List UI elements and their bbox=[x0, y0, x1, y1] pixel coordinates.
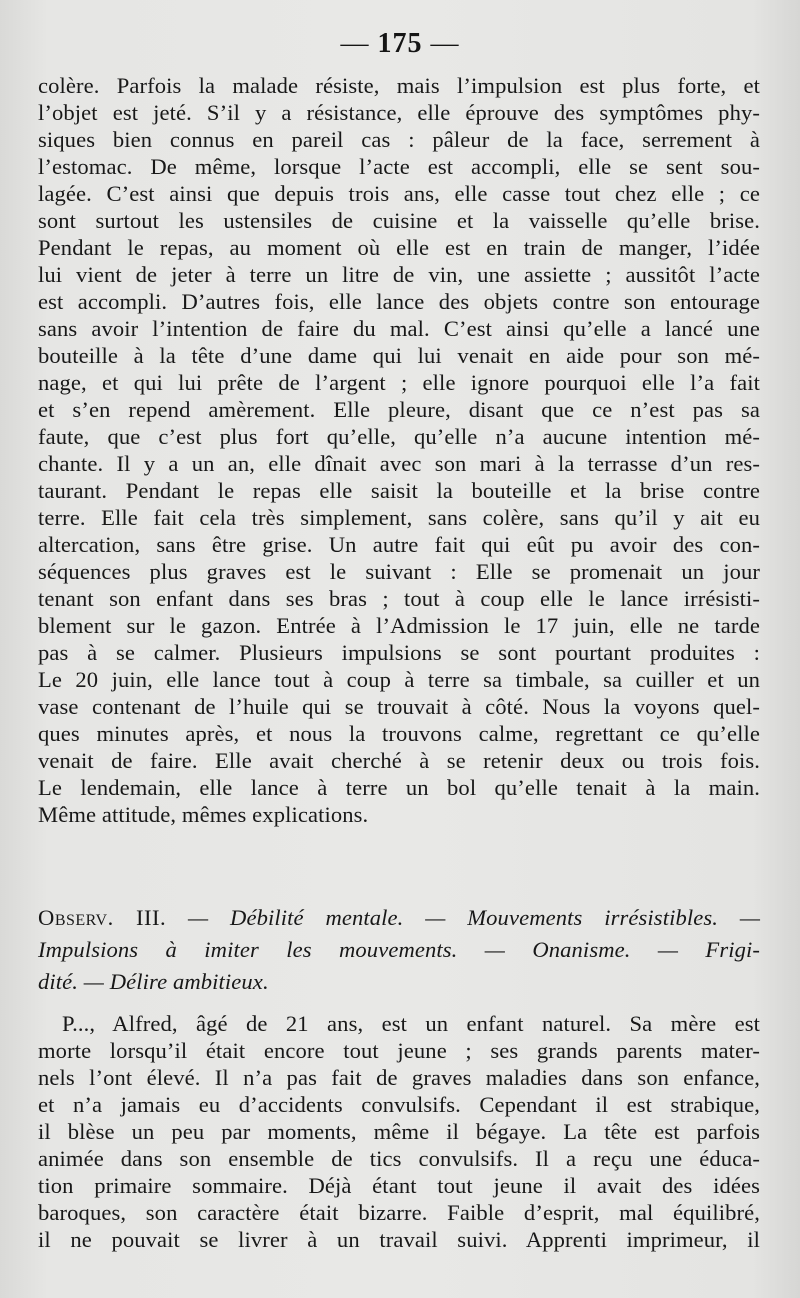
text-line: morte lorsqu’il était encore tout jeune ; ses grands parents mater- bbox=[38, 1038, 760, 1063]
text-line: pas à se calmer. Plusieurs impulsions se sont pourtant produites : bbox=[38, 640, 760, 665]
text-line: baroques, son caractère était bizarre. Faible d’esprit, mal équilibré, bbox=[38, 1200, 760, 1225]
text-line: P..., Alfred, âgé de 21 ans, est un enfant naturel. Sa mère est bbox=[62, 1011, 760, 1036]
observation-heading bbox=[38, 902, 760, 998]
observation-heading-line-3: dité. — Délire ambitieux. bbox=[38, 969, 269, 994]
text-line: lagée. C’est ainsi que depuis trois ans, elle casse tout chez elle ; ce bbox=[38, 181, 760, 206]
text-line: vase contenant de l’huile qui se trouvait à côté. Nous la voyons quel- bbox=[38, 694, 760, 719]
case-paragraph-continued bbox=[38, 72, 760, 828]
text-line: blement sur le gazon. Entrée à l’Admission le 17 juin, elle ne tarde bbox=[38, 613, 760, 638]
text-line: Pendant le repas, au moment où elle est en train de manger, l’idée bbox=[38, 235, 760, 260]
page-header bbox=[0, 28, 800, 60]
page-number: 175 bbox=[377, 28, 423, 59]
text-line: bouteille à la tête d’une dame qui lui venait en aide pour son mé- bbox=[38, 343, 760, 368]
observation-heading-line-2: Impulsions à imiter les mouvements. — Onanisme. — Frigi- bbox=[38, 937, 760, 962]
text-line: animée dans son ensemble de tics convulsifs. Il a reçu une éduca- bbox=[38, 1146, 760, 1171]
text-line: ques minutes après, et nous la trouvons calme, regrettant ce qu’elle bbox=[38, 721, 760, 746]
text-line: sans avoir l’intention de faire du mal. C’est ainsi qu’elle a lancé une bbox=[38, 316, 760, 341]
text-line: il blèse un peu par moments, même il bégaye. La tête est parfois bbox=[38, 1119, 760, 1144]
header-dash-left: — bbox=[340, 28, 378, 59]
text-line: sont surtout les ustensiles de cuisine et la vaisselle qu’elle brise. bbox=[38, 208, 760, 233]
observation-heading-line-1 bbox=[38, 902, 760, 934]
text-line: nels l’ont élevé. Il n’a pas fait de graves maladies dans son enfance, bbox=[38, 1065, 760, 1090]
text-line: lui vient de jeter à terre un litre de vin, une assiette ; aussitôt l’acte bbox=[38, 262, 760, 287]
text-line: faute, que c’est plus fort qu’elle, qu’elle n’a aucune intention mé- bbox=[38, 424, 760, 449]
observation-title-part: — Débilité mentale. — Mouvements irrésistibles. — bbox=[188, 905, 761, 930]
text-line: Même attitude, mêmes explications. bbox=[38, 802, 369, 827]
observation-label: Observ. III. bbox=[38, 905, 167, 930]
text-line: l’objet est jeté. S’il y a résistance, elle éprouve des symptômes phy- bbox=[38, 100, 760, 125]
text-line: taurant. Pendant le repas elle saisit la bouteille et la brise contre bbox=[38, 478, 760, 503]
text-line: et s’en repend amèrement. Elle pleure, disant que ce n’est pas sa bbox=[38, 397, 760, 422]
text-line: colère. Parfois la malade résiste, mais l’impulsion est plus forte, et bbox=[38, 73, 760, 98]
header-dash-right: — bbox=[422, 28, 460, 59]
text-line: tion primaire sommaire. Déjà étant tout jeune il avait des idées bbox=[38, 1173, 760, 1198]
text-line: Le lendemain, elle lance à terre un bol qu’elle tenait à la main. bbox=[38, 775, 760, 800]
text-line: l’estomac. De même, lorsque l’acte est accompli, elle se sent sou- bbox=[38, 154, 760, 179]
text-line: séquences plus graves est le suivant : Elle se promenait un jour bbox=[38, 559, 760, 584]
text-line: et n’a jamais eu d’accidents convulsifs. Cependant il est strabique, bbox=[38, 1092, 760, 1117]
text-line: nage, et qui lui prête de l’argent ; elle ignore pourquoi elle l’a fait bbox=[38, 370, 760, 395]
text-line: est accompli. D’autres fois, elle lance des objets contre son entourage bbox=[38, 289, 760, 314]
text-line: siques bien connus en pareil cas : pâleur de la face, serrement à bbox=[38, 127, 760, 152]
text-line: altercation, sans être grise. Un autre fait qui eût pu avoir des con- bbox=[38, 532, 760, 557]
text-line: venait de faire. Elle avait cherché à se retenir deux ou trois fois. bbox=[38, 748, 760, 773]
text-line: Le 20 juin, elle lance tout à coup à terre sa timbale, sa cuiller et un bbox=[38, 667, 760, 692]
text-line: tenant son enfant dans ses bras ; tout à coup elle le lance irrésisti- bbox=[38, 586, 760, 611]
text-line: il ne pouvait se livrer à un travail suivi. Apprenti imprimeur, il bbox=[38, 1227, 760, 1252]
text-line: terre. Elle fait cela très simplement, sans colère, sans qu’il y ait eu bbox=[38, 505, 760, 530]
text-line: chante. Il y a un an, elle dînait avec son mari à la terrasse d’un res- bbox=[38, 451, 760, 476]
case-paragraph-new bbox=[38, 1010, 760, 1253]
